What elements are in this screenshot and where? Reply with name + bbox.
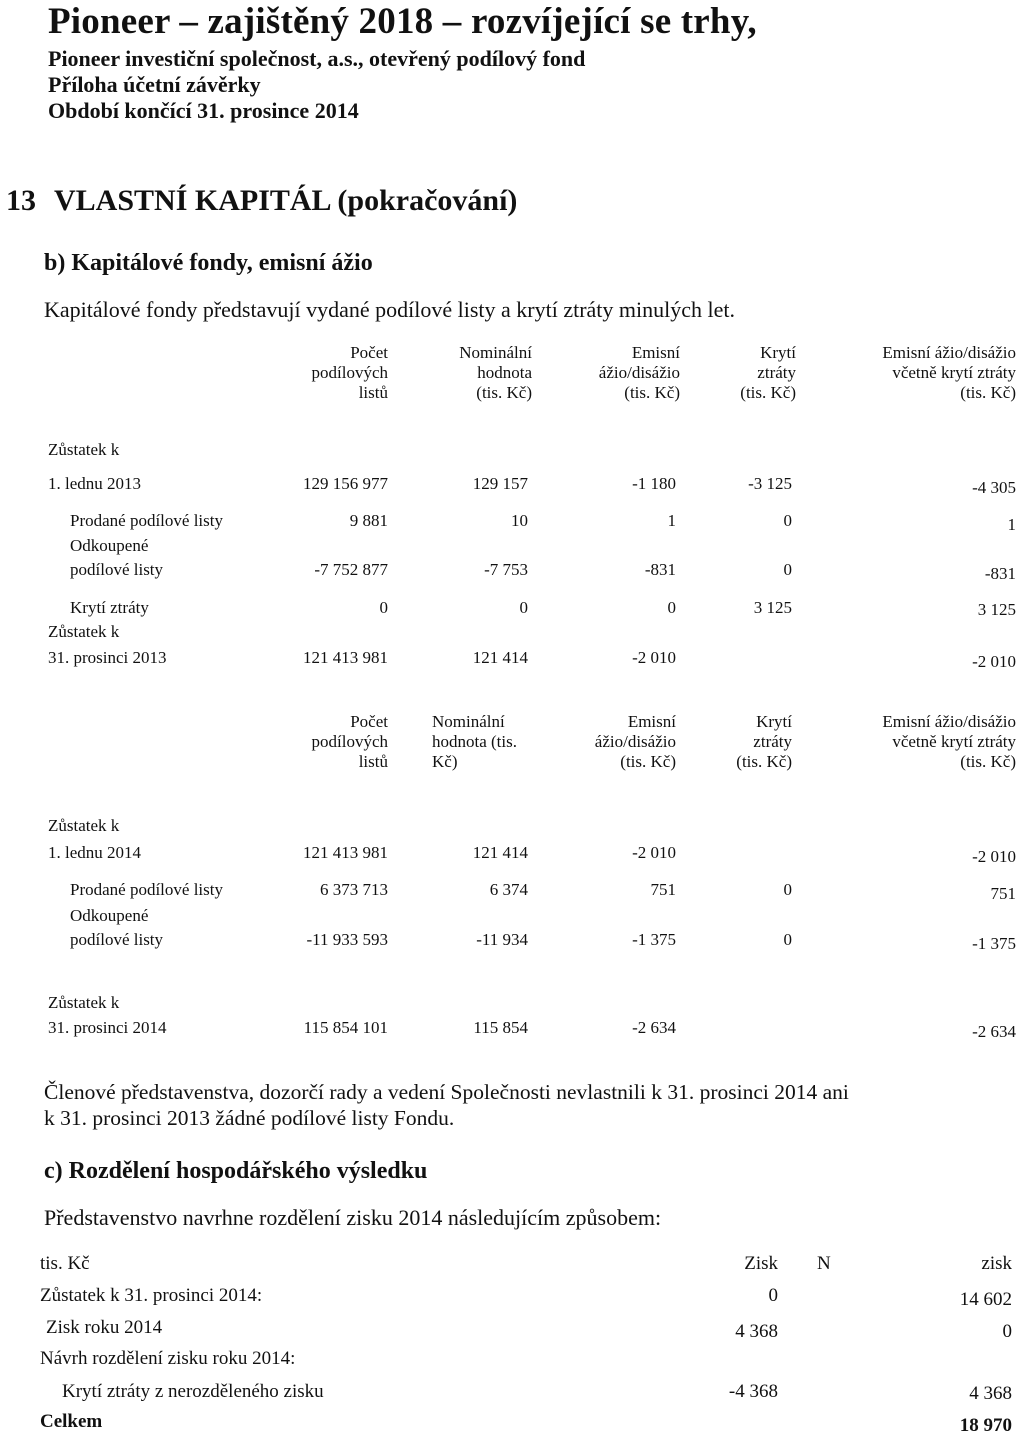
section-title: VLASTNÍ KAPITÁL (pokračování) [54,184,518,217]
table-row: podílové listy -7 752 877 -7 753 -831 0 -831 [70,560,1016,583]
table-row: 31. prosinci 2014 115 854 101 115 854 -2 634 -2 634 [48,1018,1016,1041]
t1-header-nominal: Nominální hodnota (tis. Kč) [459,343,532,402]
table-row: Krytí ztráty 0 0 0 3 125 3 125 [70,598,1016,619]
company-line: Pioneer investiční společnost, a.s., otevřený podílový fond [48,46,586,71]
t2-row3-pre: Zůstatek k [48,993,120,1012]
t1-header-loss: Krytí ztráty (tis. Kč) [740,343,796,402]
t2-row2-pre: Odkoupené [70,906,149,925]
t2-header-nominal: Nominální hodnota (tis. Kč) [432,712,517,771]
table-row: Prodané podílové listy 6 373 713 6 374 751 0 751 [70,880,1016,903]
subsection-c-title: c) Rozdělení hospodářského výsledku [44,1158,428,1184]
table-row: Prodané podílové listy 9 881 10 1 0 1 [70,511,1016,534]
t2-row0-pre: Zůstatek k [48,816,120,835]
table-row: Zisk roku 2014 4 368 0 [46,1317,1012,1342]
t2-header-loss: Krytí ztráty (tis. Kč) [736,712,792,771]
table-row: podílové listy -11 933 593 -11 934 -1 375 0 -1 375 [70,930,1016,953]
subsection-b-intro: Kapitálové fondy představují vydané podílové listy a krytí ztráty minulých let. [44,297,736,322]
t2-header-total: Emisní ážio/disážio včetně krytí ztráty (tis. Kč) [882,712,1016,771]
t3-header: tis. Kč Zisk N zisk [40,1253,1012,1274]
t1-row4-pre: Zůstatek k [48,622,120,641]
table-row: Návrh rozdělení zisku roku 2014: [40,1348,296,1369]
table-row-total: Celkem 18 970 [40,1411,1012,1436]
t1-header-total: Emisní ážio/disážio včetně krytí ztráty (tis. Kč) [882,343,1016,402]
t1-row2-pre: Odkoupené [70,536,149,555]
table-row: 31. prosinci 2013 121 413 981 121 414 -2 010 -2 010 [48,648,1016,671]
attachment-line: Příloha účetní závěrky [48,72,261,97]
t2-header-premium: Emisní ážio/disážio (tis. Kč) [594,712,676,771]
period-line: Období končící 31. prosince 2014 [48,98,359,123]
table-row: 1. lednu 2014 121 413 981 121 414 -2 010 -2 010 [48,843,1016,866]
t1-header-units: Počet podílových listů [311,343,388,402]
document-title: Pioneer – zajištěný 2018 – rozvíjející se trhy, [48,1,757,42]
ownership-note-line1: Členové představenstva, dozorčí rady a vedení Společnosti nevlastnili k 31. prosinci 2014 ani [44,1080,849,1104]
subsection-c-intro: Představenstvo navrhne rozdělení zisku 2014 následujícím způsobem: [44,1205,662,1230]
ownership-note-line2: k 31. prosinci 2013 žádné podílové listy Fondu. [44,1106,455,1130]
table-row: Krytí ztráty z nerozděleného zisku -4 368 4 368 [62,1381,1012,1404]
table-row: Zůstatek k 31. prosinci 2014: 0 14 602 [40,1285,1012,1310]
subsection-b-title: b) Kapitálové fondy, emisní ážio [44,250,373,276]
t2-header-units: Počet podílových listů [311,712,388,771]
section-number: 13 [6,184,36,217]
table-row: 1. lednu 2013 129 156 977 129 157 -1 180 -3 125 -4 305 [48,474,1016,497]
t1-header-premium: Emisní ážio/disážio (tis. Kč) [598,343,680,402]
t1-row0-pre: Zůstatek k [48,440,120,459]
